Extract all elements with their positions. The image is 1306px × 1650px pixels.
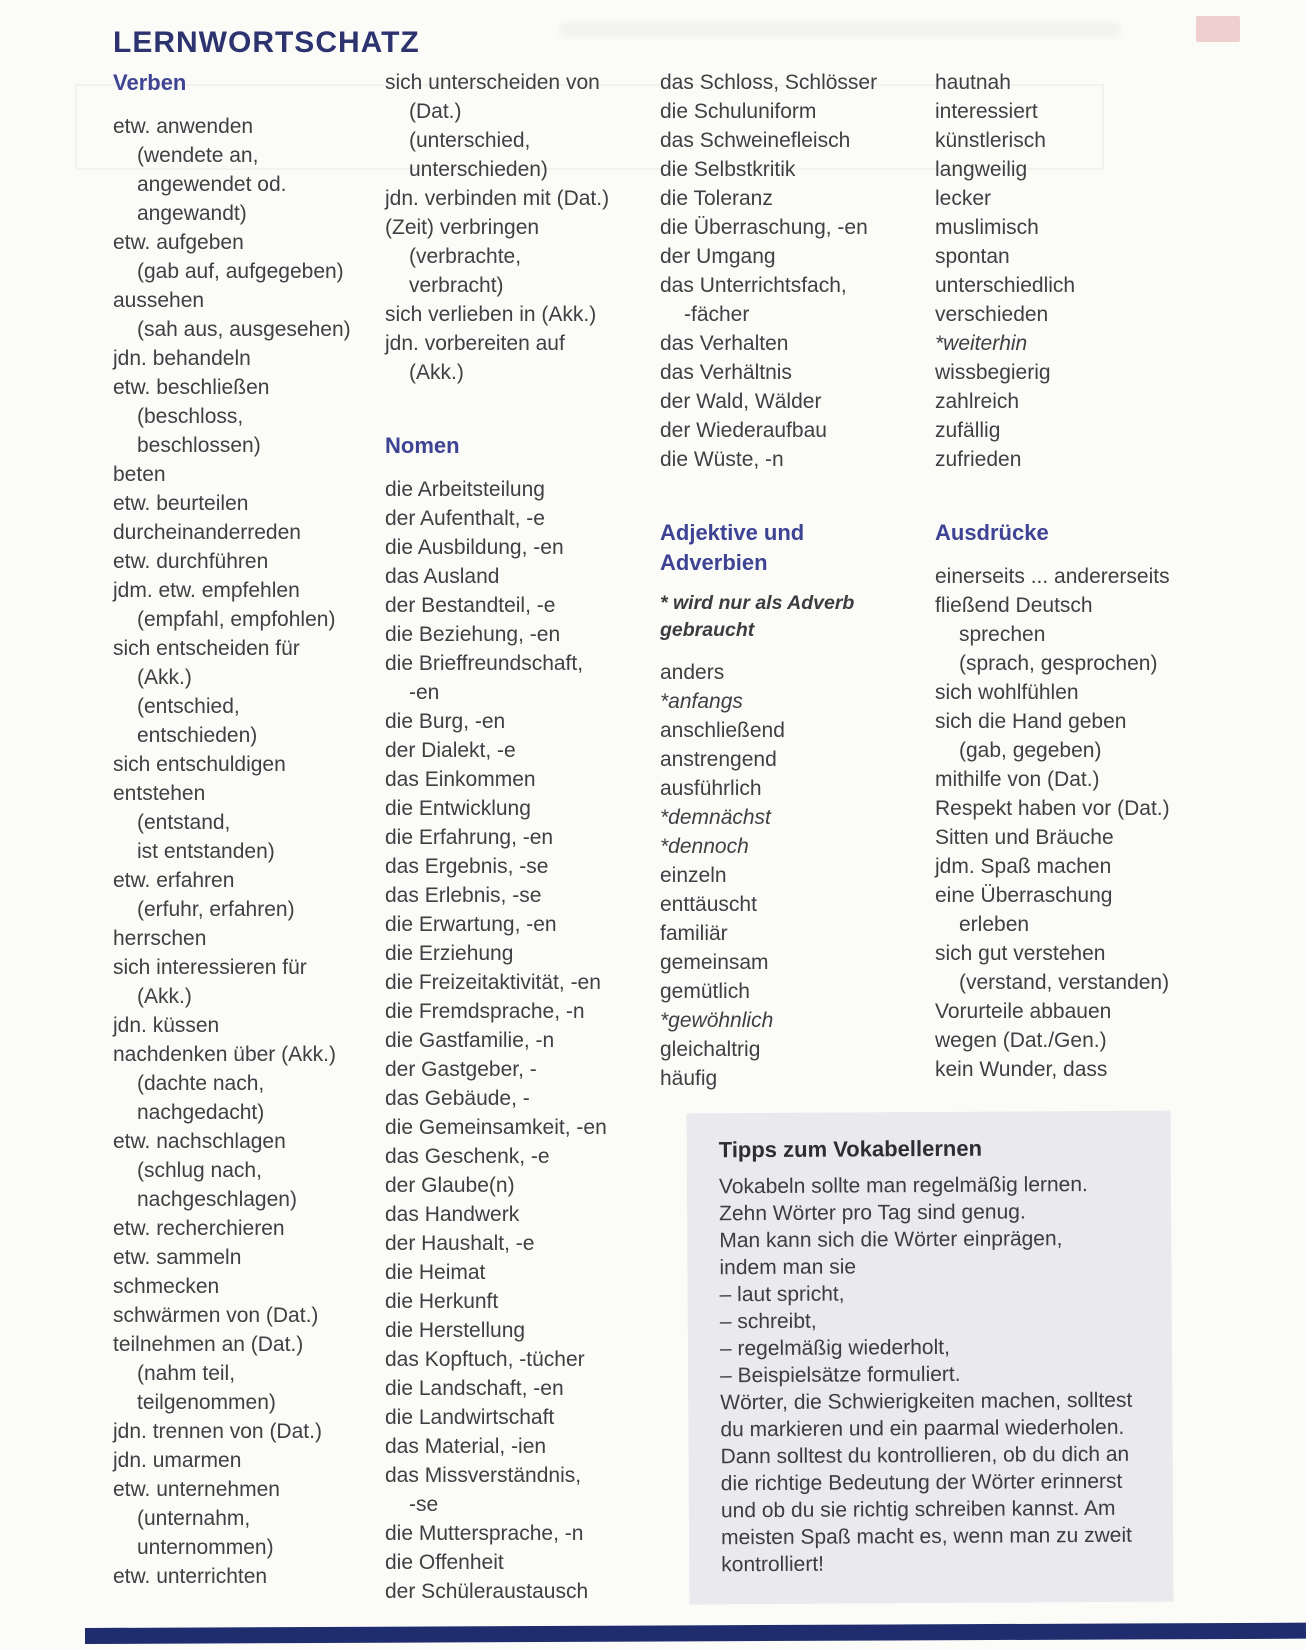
vocab-entry: (verstand, verstanden) bbox=[959, 971, 1170, 994]
section-heading: Ausdrücke bbox=[935, 520, 1049, 545]
vocab-entry: das Schweinefleisch bbox=[660, 129, 851, 152]
vocab-entry: etw. unterrichten bbox=[113, 1565, 268, 1588]
vocab-entry: häufig bbox=[660, 1067, 718, 1090]
tip-line: kontrolliert! bbox=[721, 1552, 825, 1577]
tip-line: meisten Spaß macht es, wenn man zu zweit bbox=[721, 1523, 1133, 1550]
vocab-entry: (schlug nach, bbox=[137, 1159, 262, 1182]
vocab-entry: nachdenken über (Akk.) bbox=[113, 1043, 336, 1066]
bottom-page-bar bbox=[85, 1623, 1306, 1644]
vocab-list bbox=[113, 112, 395, 1591]
vocab-entry: kein Wunder, dass bbox=[935, 1058, 1108, 1081]
vocab-entry: der Schüleraustausch bbox=[385, 1580, 589, 1603]
vocab-entry: Respekt haben vor (Dat.) bbox=[935, 797, 1170, 820]
vocab-entry: die Landschaft, -en bbox=[385, 1377, 564, 1400]
vocab-entry: der Glaube(n) bbox=[385, 1174, 515, 1197]
vocab-entry: unterschiedlich bbox=[935, 274, 1076, 297]
vocab-entry: (Zeit) verbringen bbox=[385, 216, 540, 239]
vocab-entry: *gewöhnlich bbox=[660, 1009, 774, 1032]
vocab-entry: die Landwirtschaft bbox=[385, 1406, 555, 1429]
vocab-entry: sich interessieren für bbox=[113, 956, 307, 979]
vocab-entry: verbracht) bbox=[409, 274, 504, 297]
vocab-entry: sich die Hand geben bbox=[935, 710, 1127, 733]
vocab-entry: schmecken bbox=[113, 1275, 220, 1298]
vocab-entry: erleben bbox=[959, 913, 1030, 936]
vocab-entry: beschlossen) bbox=[137, 434, 261, 457]
vocab-entry: der Dialekt, -e bbox=[385, 739, 516, 762]
vocab-entry: der Haushalt, -e bbox=[385, 1232, 535, 1255]
vocab-entry: schwärmen von (Dat.) bbox=[113, 1304, 319, 1327]
vocab-list bbox=[385, 475, 667, 1606]
vocab-entry: etw. beurteilen bbox=[113, 492, 249, 515]
column-nomen bbox=[385, 68, 667, 1606]
vocab-entry: zufrieden bbox=[935, 448, 1022, 471]
vocab-entry: Vorurteile abbauen bbox=[935, 1000, 1112, 1023]
tip-line: und ob du sie richtig schreiben kannst. Am bbox=[720, 1496, 1116, 1523]
vocab-entry: (Akk.) bbox=[137, 985, 192, 1008]
vocab-entry: *dennoch bbox=[660, 835, 749, 858]
vocab-entry: (sprach, gesprochen) bbox=[959, 652, 1158, 675]
vocab-entry: die Gemeinsamkeit, -en bbox=[385, 1116, 607, 1139]
vocab-entry: das Missverständnis, bbox=[385, 1464, 582, 1487]
vocab-entry: das Einkommen bbox=[385, 768, 536, 791]
vocab-entry: zahlreich bbox=[935, 390, 1020, 413]
vocab-entry: (dachte nach, bbox=[137, 1072, 265, 1095]
vocab-entry: entschieden) bbox=[137, 724, 258, 747]
vocab-entry: die Schuluniform bbox=[660, 100, 817, 123]
vocab-entry: sich wohlfühlen bbox=[935, 681, 1079, 704]
vocab-entry: das Verhältnis bbox=[660, 361, 792, 384]
vocab-entry: jdn. küssen bbox=[113, 1014, 220, 1037]
vocab-entry: wegen (Dat./Gen.) bbox=[935, 1029, 1107, 1052]
vocab-entry: die Ausbildung, -en bbox=[385, 536, 564, 559]
vocab-entry: (empfahl, empfohlen) bbox=[137, 608, 336, 631]
vocab-entry: gemeinsam bbox=[660, 951, 769, 974]
vocab-entry: (gab auf, aufgegeben) bbox=[137, 260, 344, 283]
vocab-entry: die Herkunft bbox=[385, 1290, 499, 1313]
vocab-entry: teilgenommen) bbox=[137, 1391, 276, 1414]
vocab-entry: jdm. etw. empfehlen bbox=[113, 579, 300, 602]
vocab-entry: die Burg, -en bbox=[385, 710, 506, 733]
vocab-entry: das Handwerk bbox=[385, 1203, 520, 1226]
vocab-entry: das Unterrichtsfach, bbox=[660, 274, 847, 297]
vocab-entry: die Heimat bbox=[385, 1261, 486, 1284]
vocab-entry: sprechen bbox=[959, 623, 1046, 646]
vocab-entry: die Entwicklung bbox=[385, 797, 531, 820]
vocab-entry: (Dat.) bbox=[409, 100, 462, 123]
vocab-entry: (verbrachte, bbox=[409, 245, 522, 268]
vocab-entry: sich unterscheiden von bbox=[385, 71, 600, 94]
vocab-entry: der Gastgeber, - bbox=[385, 1058, 537, 1081]
vocab-entry: gleichaltrig bbox=[660, 1038, 761, 1061]
vocab-entry: das Material, -ien bbox=[385, 1435, 547, 1458]
vocab-entry: *demnächst bbox=[660, 806, 771, 829]
vocab-entry: Sitten und Bräuche bbox=[935, 826, 1114, 849]
vocab-entry: etw. beschließen bbox=[113, 376, 270, 399]
vocab-entry: die Erwartung, -en bbox=[385, 913, 557, 936]
vocab-entry: *anfangs bbox=[660, 690, 743, 713]
vocab-entry: teilnehmen an (Dat.) bbox=[113, 1333, 304, 1356]
vocab-entry: (erfuhr, erfahren) bbox=[137, 898, 295, 921]
vocab-entry: jdn. behandeln bbox=[113, 347, 251, 370]
vocab-entry: mithilfe von (Dat.) bbox=[935, 768, 1100, 791]
vocab-list bbox=[935, 68, 1197, 474]
vocab-entry: verschieden bbox=[935, 303, 1049, 326]
vocab-entry: etw. durchführen bbox=[113, 550, 269, 573]
vocab-entry: der Wiederaufbau bbox=[660, 419, 827, 442]
vocab-entry: durcheinanderreden bbox=[113, 521, 301, 544]
vocab-entry: (entstand, bbox=[137, 811, 231, 834]
vocab-entry: künstlerisch bbox=[935, 129, 1046, 152]
vocab-entry: die Offenheit bbox=[385, 1551, 504, 1574]
vocab-entry: (wendete an, bbox=[137, 144, 259, 167]
vocab-entry: anschließend bbox=[660, 719, 785, 742]
vocab-entry: der Wald, Wälder bbox=[660, 390, 822, 413]
section-heading: Nomen bbox=[385, 433, 460, 458]
vocab-entry: muslimisch bbox=[935, 216, 1039, 239]
vocab-entry: die Beziehung, -en bbox=[385, 623, 561, 646]
vocab-list bbox=[385, 68, 667, 387]
vocab-entry: (beschloss, bbox=[137, 405, 244, 428]
vocab-entry: die Toleranz bbox=[660, 187, 773, 210]
vocab-entry: der Aufenthalt, -e bbox=[385, 507, 545, 530]
vocab-entry: enttäuscht bbox=[660, 893, 757, 916]
vocab-entry: die Überraschung, -en bbox=[660, 216, 868, 239]
tip-line: – laut spricht, bbox=[719, 1282, 845, 1307]
vocab-entry: einerseits ... andererseits bbox=[935, 565, 1170, 588]
tip-line: Man kann sich die Wörter einprägen, bbox=[719, 1227, 1063, 1253]
vocab-entry: lecker bbox=[935, 187, 992, 210]
vocab-entry: gemütlich bbox=[660, 980, 750, 1003]
tip-line: – schreibt, bbox=[719, 1309, 817, 1334]
column-adjektive bbox=[660, 68, 938, 1093]
vocab-entry: die Erfahrung, -en bbox=[385, 826, 554, 849]
tip-line: du markieren und ein paarmal wiederholen. bbox=[720, 1415, 1125, 1442]
vocab-entry: jdn. trennen von (Dat.) bbox=[113, 1420, 322, 1443]
vocab-entry: die Muttersprache, -n bbox=[385, 1522, 584, 1545]
vocab-list bbox=[660, 68, 938, 474]
vocab-entry: wissbegierig bbox=[935, 361, 1051, 384]
vocab-entry: jdn. vorbereiten auf bbox=[385, 332, 565, 355]
vocab-list bbox=[935, 562, 1197, 1084]
vocab-entry: hautnah bbox=[935, 71, 1011, 94]
vocab-entry: fließend Deutsch bbox=[935, 594, 1093, 617]
vocab-entry: die Arbeitsteilung bbox=[385, 478, 545, 501]
section-heading: Adjektive und Adverbien bbox=[660, 520, 805, 575]
vocab-list bbox=[660, 658, 938, 1093]
vocab-entry: die Freizeitaktivität, -en bbox=[385, 971, 601, 994]
vocab-entry: unterschieden) bbox=[409, 158, 548, 181]
vocab-entry: die Selbstkritik bbox=[660, 158, 796, 181]
vocab-entry: eine Überraschung bbox=[935, 884, 1113, 907]
vocab-entry: (nahm teil, bbox=[137, 1362, 236, 1385]
vocab-entry: etw. sammeln bbox=[113, 1246, 242, 1269]
vocab-entry: der Bestandteil, -e bbox=[385, 594, 556, 617]
vocab-entry: *weiterhin bbox=[935, 332, 1028, 355]
vocab-entry: (unterschied, bbox=[409, 129, 531, 152]
vocab-entry: -se bbox=[409, 1493, 439, 1516]
section-heading: Verben bbox=[113, 70, 187, 95]
vocab-entry: ausführlich bbox=[660, 777, 762, 800]
vocab-entry: das Schloss, Schlösser bbox=[660, 71, 878, 94]
vocab-entry: (Akk.) bbox=[409, 361, 464, 384]
vocab-entry: angewandt) bbox=[137, 202, 247, 225]
vocab-entry: etw. nachschlagen bbox=[113, 1130, 286, 1153]
page-title: LERNWORTSCHATZ bbox=[113, 26, 420, 60]
vocab-entry: die Brieffreundschaft, bbox=[385, 652, 584, 675]
vocab-entry: anders bbox=[660, 661, 725, 684]
vocab-entry: die Erziehung bbox=[385, 942, 514, 965]
vocab-entry: (gab, gegeben) bbox=[959, 739, 1102, 762]
vocab-entry: interessiert bbox=[935, 100, 1038, 123]
vocab-entry: (Akk.) bbox=[137, 666, 192, 689]
vocab-entry: etw. recherchieren bbox=[113, 1217, 285, 1240]
tips-box-body bbox=[719, 1171, 1147, 1579]
vocab-entry: einzeln bbox=[660, 864, 727, 887]
vocab-entry: jdn. verbinden mit (Dat.) bbox=[385, 187, 610, 210]
vocab-entry: sich verlieben in (Akk.) bbox=[385, 303, 597, 326]
vocab-entry: aussehen bbox=[113, 289, 205, 312]
vocab-entry: langweilig bbox=[935, 158, 1028, 181]
tip-line: Zehn Wörter pro Tag sind genug. bbox=[719, 1200, 1026, 1226]
vocab-entry: anstrengend bbox=[660, 748, 777, 771]
vocab-entry: etw. aufgeben bbox=[113, 231, 244, 254]
vocab-entry: sich entschuldigen bbox=[113, 753, 286, 776]
vocab-entry: die Fremdsprache, -n bbox=[385, 1000, 585, 1023]
tips-box-title: Tipps zum Vokabellernen bbox=[718, 1135, 983, 1163]
vocab-entry: nachgeschlagen) bbox=[137, 1188, 297, 1211]
vocab-entry: nachgedacht) bbox=[137, 1101, 265, 1124]
tip-line: die richtige Bedeutung der Wörter erinnerst bbox=[720, 1469, 1123, 1496]
vocab-entry: das Kopftuch, -tücher bbox=[385, 1348, 585, 1371]
vocab-entry: spontan bbox=[935, 245, 1010, 268]
column-verben bbox=[113, 68, 395, 1591]
column-ausdruecke bbox=[935, 68, 1197, 1084]
vocab-entry: -fächer bbox=[684, 303, 750, 326]
vocab-entry: beten bbox=[113, 463, 166, 486]
vocab-entry: das Geschenk, -e bbox=[385, 1145, 550, 1168]
vocab-entry: die Wüste, -n bbox=[660, 448, 784, 471]
vocab-entry: zufällig bbox=[935, 419, 1001, 442]
tip-line: – regelmäßig wiederholt, bbox=[719, 1335, 950, 1361]
vocab-entry: das Ergebnis, -se bbox=[385, 855, 549, 878]
vocab-entry: (unternahm, bbox=[137, 1507, 251, 1530]
vocab-entry: (sah aus, ausgesehen) bbox=[137, 318, 351, 341]
vocab-entry: familiär bbox=[660, 922, 728, 945]
vocab-entry: ist entstanden) bbox=[137, 840, 275, 863]
vocab-entry: jdm. Spaß machen bbox=[935, 855, 1112, 878]
vocab-entry: unternommen) bbox=[137, 1536, 274, 1559]
vocab-entry: etw. anwenden bbox=[113, 115, 254, 138]
vocab-entry: sich entscheiden für bbox=[113, 637, 300, 660]
tip-line: – Beispielsätze formuliert. bbox=[720, 1362, 961, 1388]
vocab-entry: etw. erfahren bbox=[113, 869, 235, 892]
vocab-entry: der Umgang bbox=[660, 245, 776, 268]
vocab-entry: etw. unternehmen bbox=[113, 1478, 280, 1501]
vocab-entry: die Gastfamilie, -n bbox=[385, 1029, 555, 1052]
adverb-usage-note: * wird nur als Adverb gebraucht bbox=[660, 592, 855, 641]
vocab-entry: sich gut verstehen bbox=[935, 942, 1106, 965]
vocab-entry: die Herstellung bbox=[385, 1319, 526, 1342]
vocab-entry: entstehen bbox=[113, 782, 206, 805]
page-number-badge bbox=[1196, 16, 1240, 42]
vocab-entry: (entschied, bbox=[137, 695, 240, 718]
vocab-entry: -en bbox=[409, 681, 440, 704]
tip-line: Vokabeln sollte man regelmäßig lernen. bbox=[718, 1173, 1088, 1199]
bleed-through-artifact bbox=[560, 22, 1120, 38]
vocab-entry: jdn. umarmen bbox=[113, 1449, 242, 1472]
tip-line: indem man sie bbox=[719, 1255, 857, 1280]
vocab-entry: das Verhalten bbox=[660, 332, 789, 355]
vocab-entry: das Erlebnis, -se bbox=[385, 884, 542, 907]
vocab-entry: das Gebäude, - bbox=[385, 1087, 530, 1110]
tip-line: Wörter, die Schwierigkeiten machen, solltest bbox=[720, 1388, 1133, 1415]
tips-box bbox=[687, 1111, 1174, 1605]
vocab-entry: herrschen bbox=[113, 927, 207, 950]
vocab-entry: angewendet od. bbox=[137, 173, 287, 196]
tip-line: Dann solltest du kontrollieren, ob du dich an bbox=[720, 1442, 1130, 1469]
vocab-entry: das Ausland bbox=[385, 565, 500, 588]
